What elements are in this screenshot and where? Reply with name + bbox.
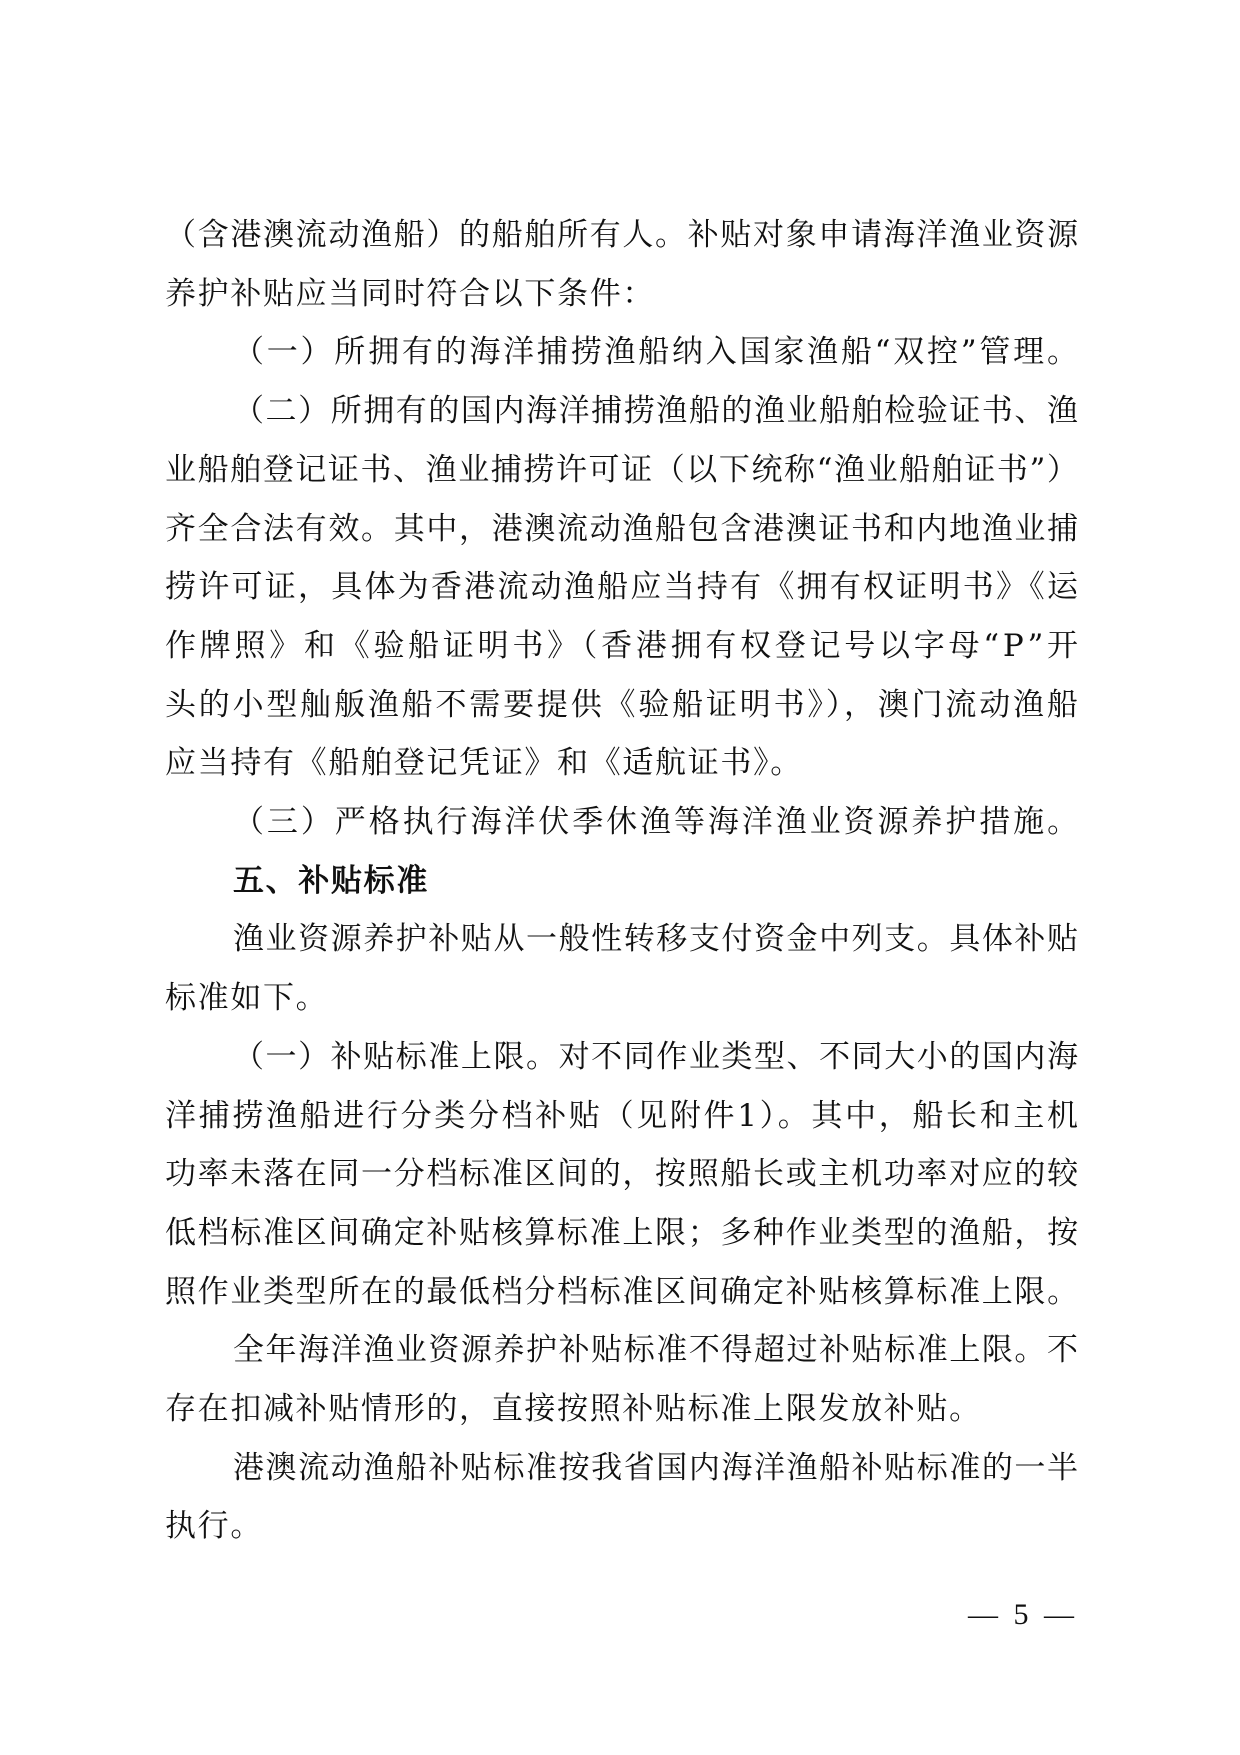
text-line: （一）所拥有的海洋捕捞渔船纳入国家渔船“双控”管理。: [233, 334, 1081, 371]
text-line: （二）所拥有的国内海洋捕捞渔船的渔业船舶检验证书、渔: [233, 393, 1080, 430]
text-line: 全年海洋渔业资源养护补贴标准不得超过补贴标准上限。不: [233, 1332, 1080, 1369]
text-line: 洋捕捞渔船进行分类分档补贴（见附件1）。其中，船长和主机: [165, 1097, 1081, 1134]
text-line: 执行。: [165, 1508, 264, 1545]
text-line: 渔业资源养护补贴从一般性转移支付资金中列支。具体补贴: [233, 921, 1080, 958]
text-line: 应当持有《船舶登记凭证》和《适航证书》。: [165, 745, 803, 782]
text-line: 低档标准区间确定补贴核算标准上限；多种作业类型的渔船，按: [165, 1214, 1080, 1251]
text-line: 业船舶登记证书、渔业捕捞许可证（以下统称“渔业船舶证书”）: [165, 451, 1080, 488]
text-line: （一）补贴标准上限。对不同作业类型、不同大小的国内海: [233, 1038, 1080, 1075]
text-line: （三）严格执行海洋伏季休渔等海洋渔业资源养护措施。: [233, 804, 1081, 841]
text-line: 标准如下。: [165, 980, 329, 1017]
text-line: 港澳流动渔船补贴标准按我省国内海洋渔船补贴标准的一半: [233, 1449, 1080, 1486]
text-line: 头的小型舢舨渔船不需要提供《验船证明书》），澳门流动渔船: [165, 686, 1081, 723]
text-line: （含港澳流动渔船）的船舶所有人。补贴对象申请海洋渔业资源: [165, 217, 1080, 253]
text-line: 功率未落在同一分档标准区间的，按照船长或主机功率对应的较: [165, 1156, 1080, 1193]
text-line: 齐全合法有效。其中，港澳流动渔船包含港澳证书和内地渔业捕: [165, 510, 1080, 547]
text-line: 照作业类型所在的最低档分档标准区间确定补贴核算标准上限。: [165, 1273, 1080, 1310]
text-line: 养护补贴应当同时符合以下条件：: [165, 275, 656, 312]
page-number: — 5 —: [968, 1598, 1078, 1631]
section-heading: 五、补贴标准: [233, 862, 430, 899]
text-line: 存在扣减补贴情形的，直接按照补贴标准上限发放补贴。: [165, 1391, 982, 1428]
text-line: 捞许可证，具体为香港流动渔船应当持有《拥有权证明书》《运: [165, 569, 1081, 606]
document-body: [165, 206, 1082, 1556]
text-line: 作牌照》和《验船证明书》（香港拥有权登记号以字母“P”开: [165, 627, 1082, 664]
